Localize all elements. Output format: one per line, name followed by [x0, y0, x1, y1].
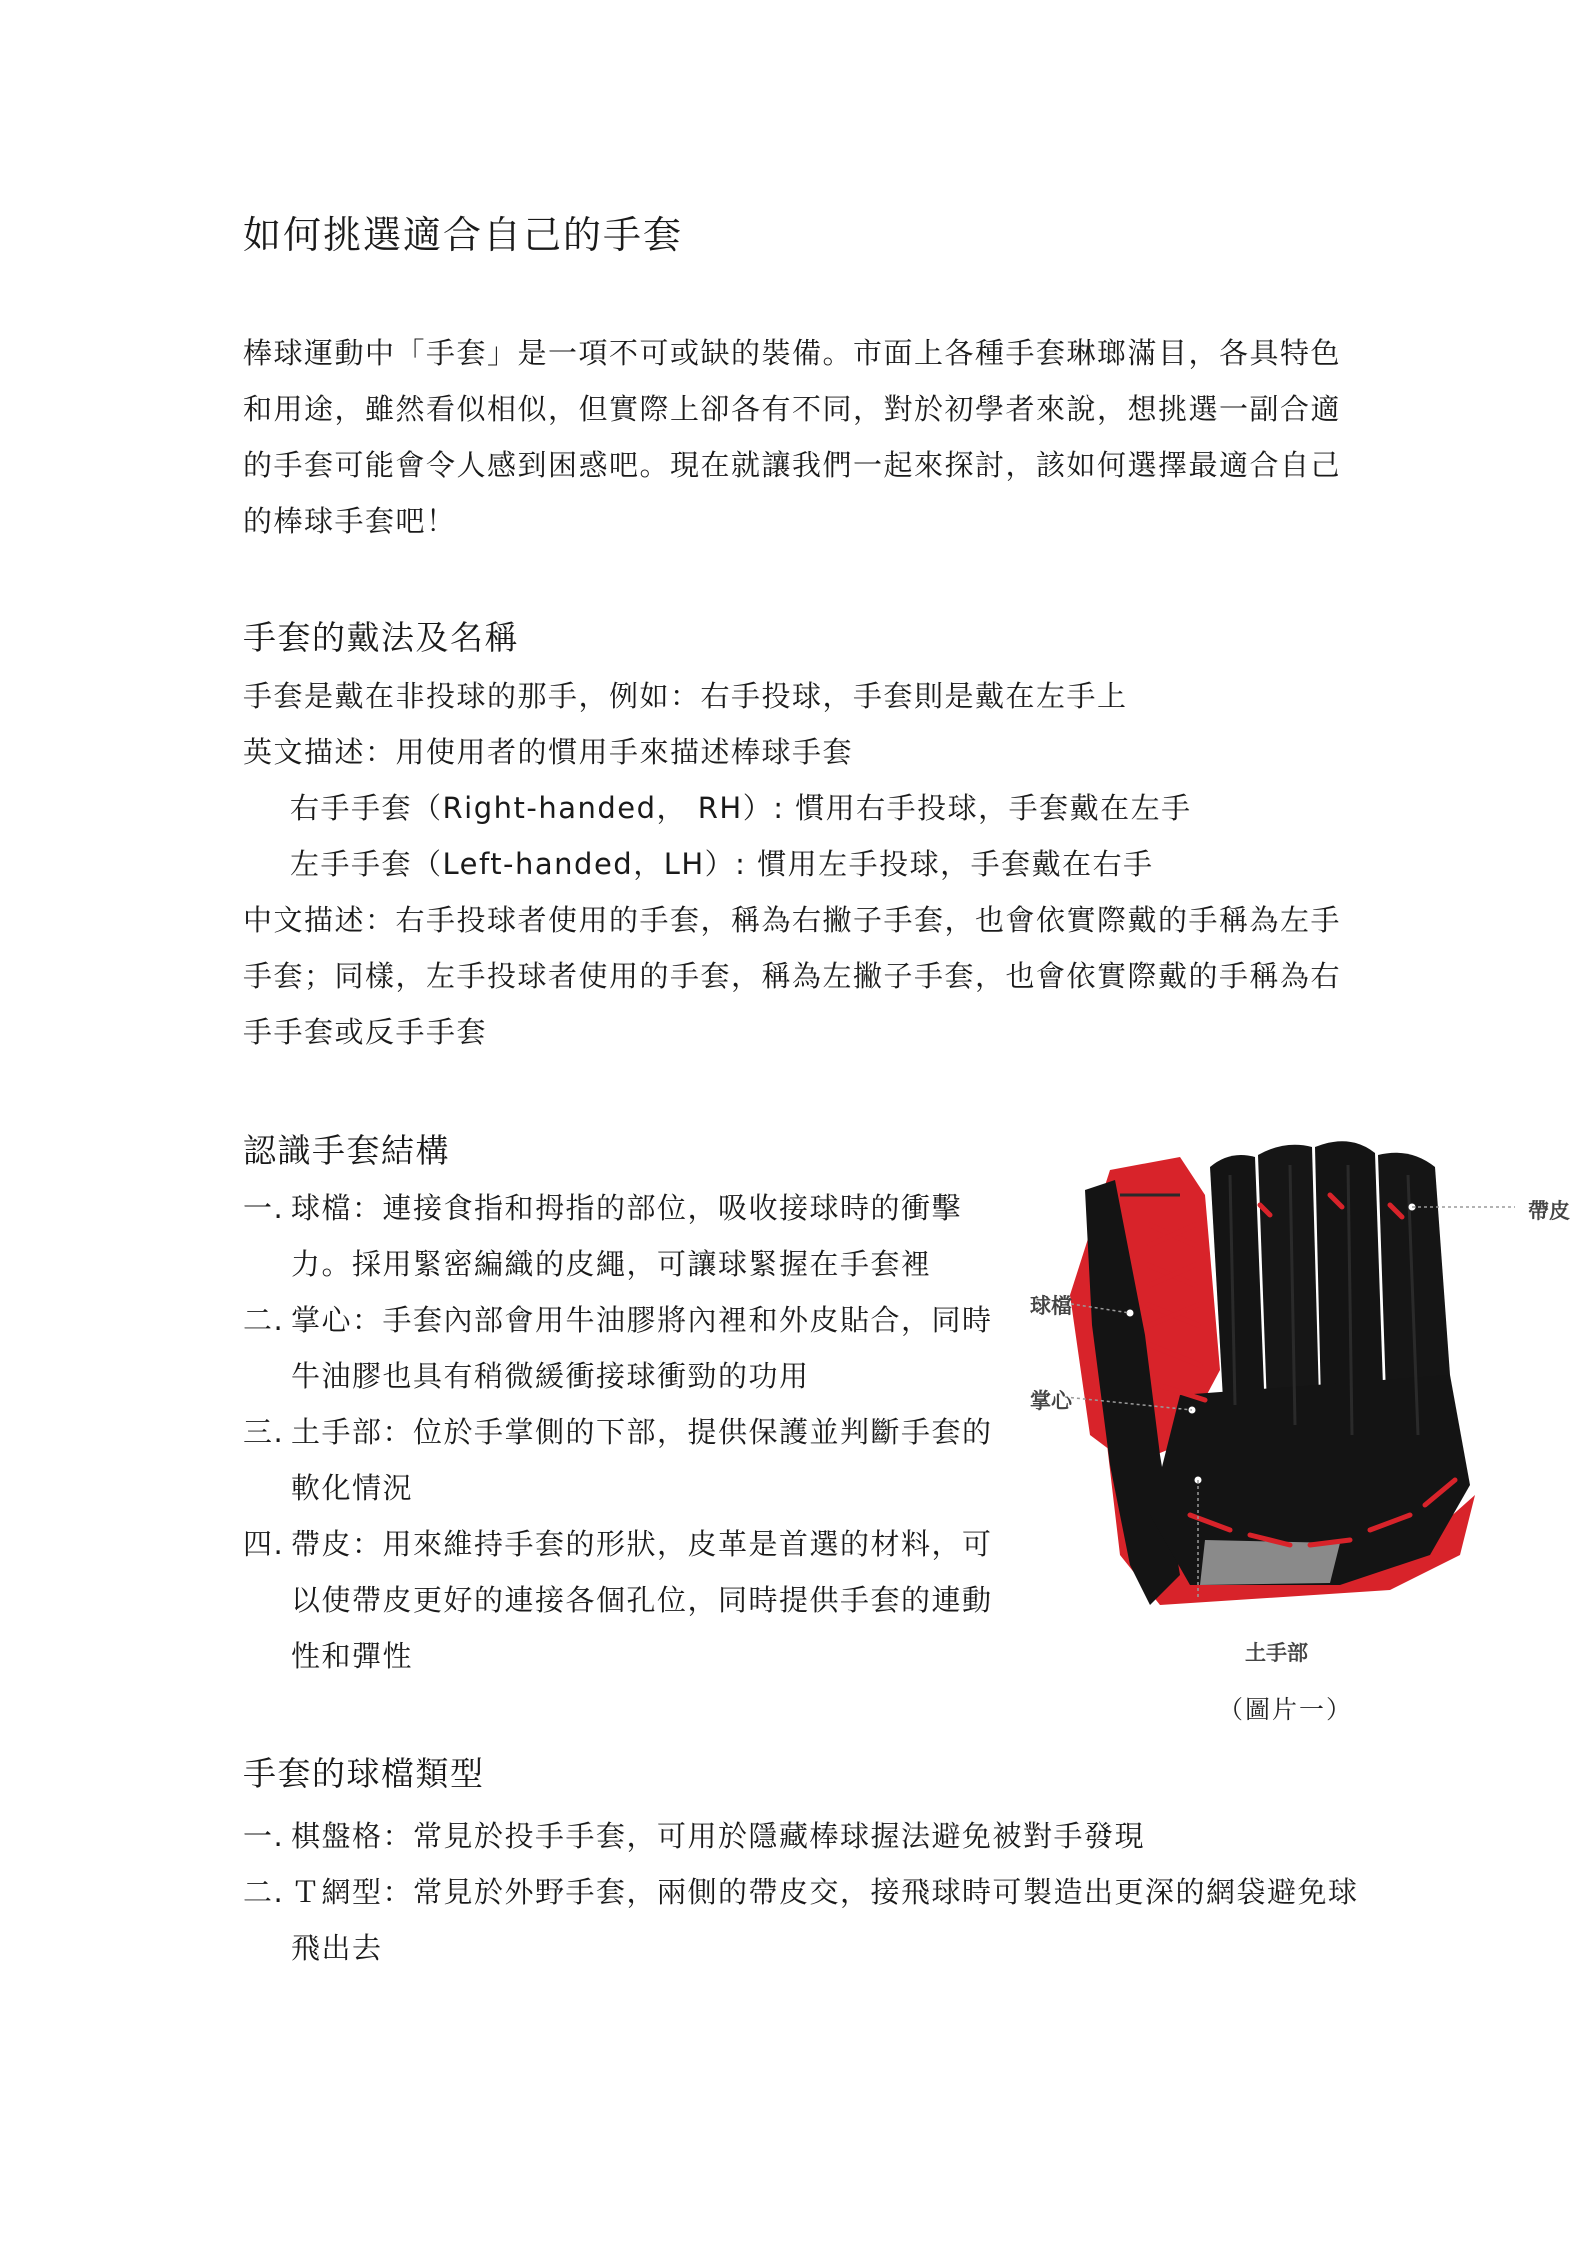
section-heading-structure: 認識手套結構 [243, 1131, 450, 1170]
list-item [243, 1516, 1013, 1684]
list-item [243, 1808, 1373, 1864]
glove-illustration [1030, 1135, 1530, 1665]
structure-list [243, 1180, 1013, 1684]
list-text: Ｔ網型：常見於外野手套，兩側的帶皮交，接飛球時可製造出更深的網袋避免球飛出去 [291, 1875, 1359, 1965]
page-title: 如何挑選適合自己的手套 [243, 213, 684, 257]
list-number: 二. [243, 1303, 285, 1337]
list-item [243, 1864, 1373, 1976]
list-text: 帶皮：用來維持手套的形狀，皮革是首選的材料，可以使帶皮更好的連接各個孔位，同時提供手套的連動性和彈性 [291, 1527, 993, 1673]
section-heading-pockets: 手套的球檔類型 [243, 1754, 485, 1793]
wearing-line-1: 手套是戴在非投球的那手，例如：右手投球，手套則是戴在左手上 [243, 679, 1128, 713]
list-item [243, 1404, 1013, 1516]
list-text: 球檔：連接食指和拇指的部位，吸收接球時的衝擊力。採用緊密編織的皮繩，可讓球緊握在手套裡 [291, 1191, 963, 1281]
callout-web-label: 球檔 [1030, 1294, 1072, 1318]
glove-figure [1030, 1135, 1570, 1665]
list-number: 三. [243, 1415, 285, 1449]
list-number: 一. [243, 1191, 285, 1225]
list-text: 掌心：手套內部會用牛油膠將內裡和外皮貼合，同時牛油膠也具有稍微緩衝接球衝勁的功用 [291, 1303, 993, 1393]
list-item [243, 1180, 1013, 1292]
list-item [243, 1292, 1013, 1404]
figure-caption: （圖片一） [1218, 1695, 1354, 1724]
intro-paragraph: 棒球運動中「手套」是一項不可或缺的裝備。市面上各種手套琳瑯滿目，各具特色和用途，雖然看似相似，但實際上卻各有不同，對於初學者來說，想挑選一副合適的手套可能會令人感到困惑吧。現在就讓我們一起來探討，該如何選擇最適合自己的棒球手套吧！ [243, 336, 1342, 538]
list-text: 棋盤格：常見於投手手套，可用於隱藏棒球握法避免被對手發現 [291, 1819, 1146, 1853]
wearing-line-2: 英文描述：用使用者的慣用手來描述棒球手套 [243, 735, 854, 769]
pocket-list [243, 1808, 1373, 1976]
list-number: 一. [243, 1819, 285, 1853]
callout-lace-label: 帶皮 [1528, 1199, 1570, 1223]
wearing-rh-line: 右手手套（Right-handed， RH）: 慣用右手投球，手套戴在左手 [290, 791, 1192, 825]
section-heading-wearing: 手套的戴法及名稱 [243, 618, 519, 657]
callout-heel-label: 土手部 [1245, 1641, 1308, 1665]
callout-palm-label: 掌心 [1030, 1389, 1072, 1413]
list-text: 土手部：位於手掌側的下部，提供保護並判斷手套的軟化情況 [291, 1415, 993, 1505]
wearing-lh-line: 左手手套（Left-handed，LH）: 慣用左手投球，手套戴在右手 [290, 847, 1154, 881]
list-number: 四. [243, 1527, 285, 1561]
wearing-chinese-paragraph: 中文描述：右手投球者使用的手套，稱為右撇子手套，也會依實際戴的手稱為左手手套；同樣，左手投球者使用的手套，稱為左撇子手套，也會依實際戴的手稱為右手手套或反手手套 [243, 903, 1342, 1049]
list-number: 二. [243, 1875, 285, 1909]
